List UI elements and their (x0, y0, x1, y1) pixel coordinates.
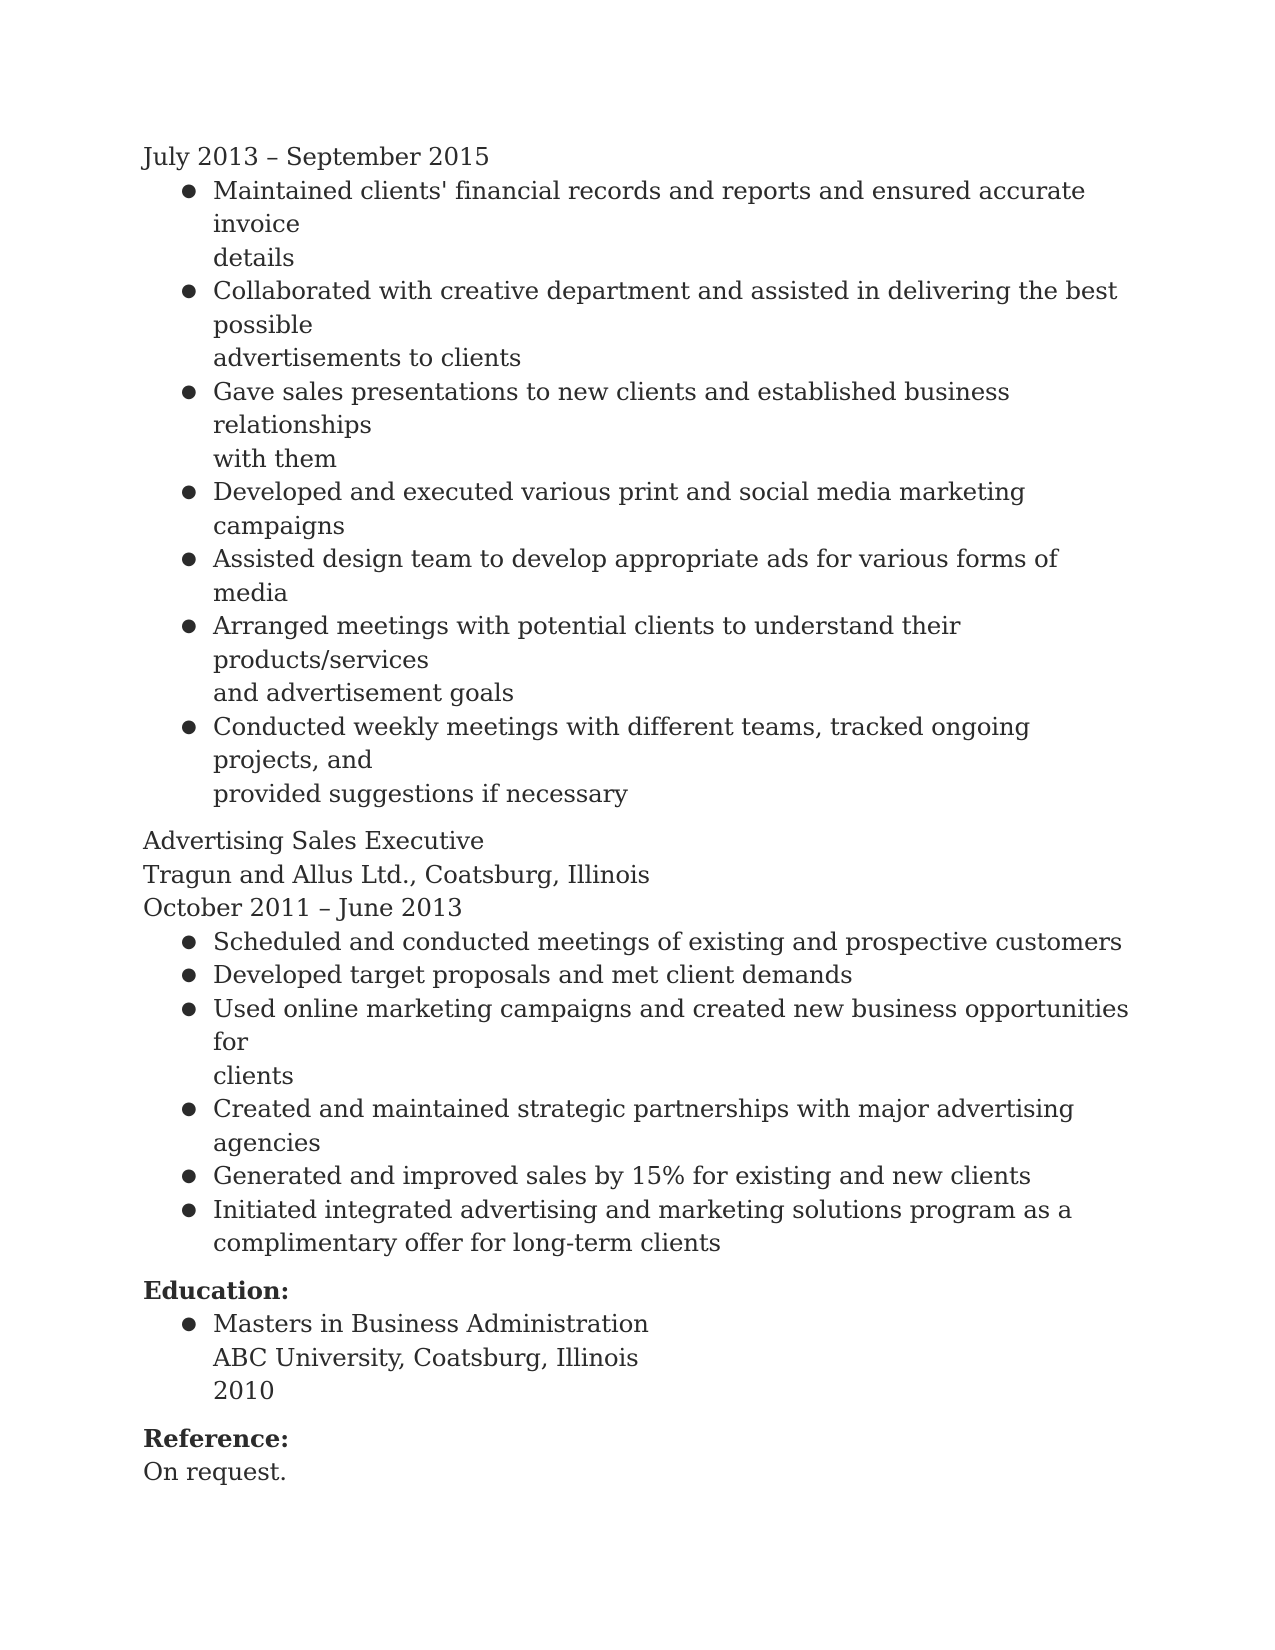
bullet-icon: ● (181, 964, 197, 985)
bullet-text: Assisted design team to develop appropriate ads for various forms of media (213, 544, 1058, 607)
list-item (143, 958, 1133, 992)
list-item (143, 542, 1133, 609)
list-item (143, 710, 1133, 811)
education-school: ABC University, Coatsburg, Illinois (213, 1342, 639, 1372)
bullet-text: Used online marketing campaigns and created new business opportunities for clients (213, 993, 1129, 1090)
list-item (143, 1159, 1133, 1193)
reference-text: On request. (143, 1457, 287, 1486)
list-item (143, 992, 1133, 1093)
bullet-text: Scheduled and conducted meetings of existing and prospective customers (213, 926, 1123, 956)
bullet-icon: ● (181, 280, 197, 301)
bullet-text: Generated and improved sales by 15% for existing and new clients (213, 1161, 1031, 1190)
bullet-icon: ● (181, 481, 197, 502)
job2-title: Advertising Sales Executive (143, 826, 485, 855)
list-item (143, 1193, 1133, 1260)
resume-page (143, 140, 1133, 1489)
bullet-text: Arranged meetings with potential clients to understand their products/services and advertisement goals (213, 611, 961, 707)
bullet-icon: ● (181, 1165, 197, 1186)
list-item (143, 1092, 1133, 1159)
bullet-icon: ● (181, 548, 197, 569)
bullet-icon: ● (181, 1098, 197, 1119)
list-item (143, 174, 1133, 275)
bullet-icon: ● (181, 380, 197, 402)
bullet-icon: ● (181, 1313, 197, 1334)
list-item (143, 925, 1133, 959)
bullet-text: Initiated integrated advertising and marketing solutions program as a complimentary offer for long-term clients (213, 1194, 1072, 1257)
bullet-text: Conducted weekly meetings with different teams, tracked ongoing projects, and provided suggestions if necessary (213, 711, 1030, 808)
job2-bullet-list (143, 925, 1133, 1260)
bullet-icon: ● (181, 179, 197, 201)
bullet-text: Gave sales presentations to new clients and established business relationships with them (213, 376, 1010, 473)
reference-heading: Reference: (143, 1423, 289, 1453)
bullet-icon: ● (181, 1198, 197, 1220)
list-item (143, 475, 1133, 542)
job2-company: Tragun and Allus Ltd., Coatsburg, Illinois (143, 859, 650, 889)
bullet-icon: ● (181, 715, 197, 737)
education-degree: Masters in Business Administration (213, 1309, 649, 1338)
bullet-text: Maintained clients' financial records and reports and ensured accurate invoice details (213, 175, 1086, 272)
list-item (143, 274, 1133, 375)
job2-dates: October 2011 – June 2013 (143, 893, 463, 922)
bullet-text: Collaborated with creative department and assisted in delivering the best possible advertisements to clients (213, 276, 1118, 372)
list-item (143, 609, 1133, 710)
bullet-icon: ● (181, 615, 197, 636)
bullet-text: Developed and executed various print and social media marketing campaigns (213, 477, 1026, 540)
education-year: 2010 (213, 1376, 275, 1405)
list-item (143, 375, 1133, 476)
bullet-icon: ● (181, 930, 197, 952)
bullet-text: Developed target proposals and met client demands (213, 960, 853, 989)
bullet-icon: ● (181, 997, 197, 1019)
job1-dates: July 2013 – September 2015 (143, 142, 490, 171)
job1-bullet-list (143, 174, 1133, 811)
education-heading: Education: (143, 1275, 290, 1305)
list-item (143, 1307, 1133, 1408)
bullet-text: Created and maintained strategic partnerships with major advertising agencies (213, 1094, 1075, 1157)
education-list (143, 1307, 1133, 1408)
